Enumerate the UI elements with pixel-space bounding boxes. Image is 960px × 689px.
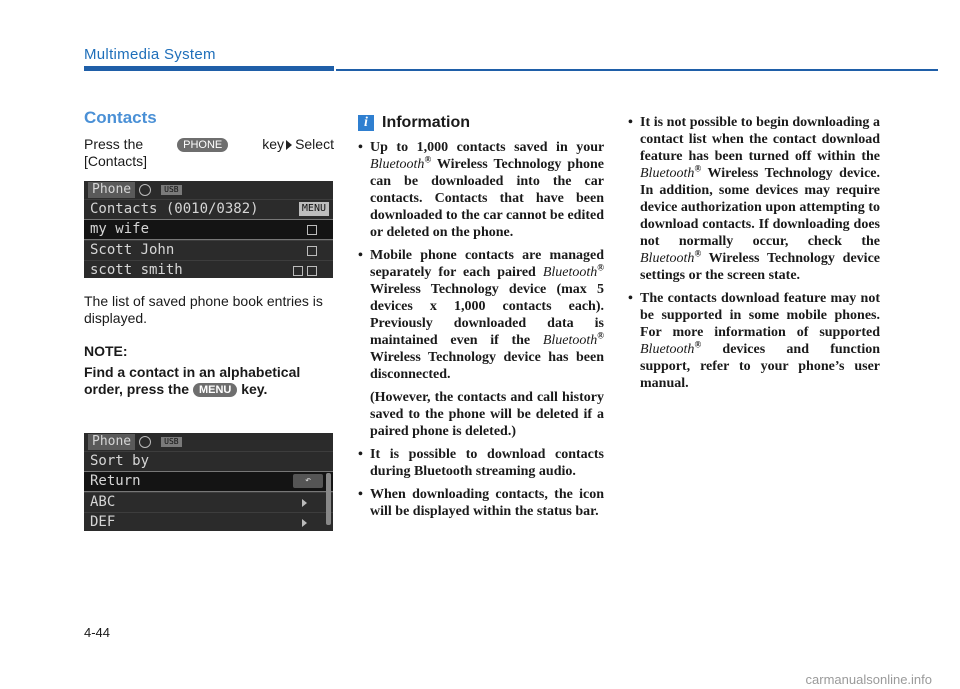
list-item: my wife: [84, 219, 333, 240]
note-text: Find a contact in an alphabetical order, press the MENU key.: [84, 364, 301, 397]
list-description: The list of saved phone book entries is displayed.: [84, 293, 323, 326]
scrollbar: [326, 473, 331, 525]
contacts-heading: Contacts: [84, 108, 157, 127]
note-label: NOTE:: [84, 343, 128, 359]
screen-title: Sort by: [84, 451, 333, 471]
information-column: [358, 114, 604, 526]
list-item: DEF: [84, 512, 333, 531]
info-bullet: • It is possible to download contacts during Bluetooth streaming audio.: [358, 446, 604, 480]
contacts-column: [84, 108, 334, 170]
list-item: Return ↶: [84, 471, 333, 492]
list-item: ABC: [84, 492, 333, 512]
screen-status-bar: [84, 181, 333, 199]
info-bullet: • The contacts download feature may not be supported in some mobile phones. For more information of supported Bluetooth® devices and function support, refer to your phone’s user manual.: [628, 290, 880, 392]
header-rule-thin: [336, 69, 938, 71]
menu-key: MENU: [193, 383, 237, 397]
info-title: Information: [382, 114, 470, 131]
phone-key: PHONE: [177, 138, 228, 152]
contacts-body: [84, 293, 334, 398]
info-subnote: (However, the contacts and call history saved to the phone will be deleted if a paired phone is deleted.): [370, 390, 604, 439]
section-title: Multimedia System: [84, 46, 216, 63]
info-icon: i: [358, 115, 374, 131]
info-bullet: • Up to 1,000 contacts saved in your Bluetooth® Wireless Technology phone can be downloaded into the car contacts. Contacts that have been downloaded to the car cannot be edited or deleted on the phone.: [358, 139, 604, 241]
usb-badge: USB: [161, 185, 181, 195]
bluetooth-icon: [139, 436, 151, 448]
phone-icon: [307, 225, 317, 235]
info-bullet: • Mobile phone contacts are managed separately for each paired Bluetooth® Wireless Technology device (max 5 devices x 1,000 contacts each). Previously downloaded data is maintained even if the Bluetooth® Wireless Technology device has been disconnected. (However, the contacts and call history saved to the phone will be deleted if a paired phone is deleted.): [358, 247, 604, 440]
triangle-right-icon: [286, 140, 292, 150]
info-header: [358, 114, 604, 131]
phone-icon: [293, 266, 303, 276]
usb-badge: USB: [161, 437, 181, 447]
note-block: [84, 343, 334, 398]
header-rule-thick: [84, 66, 334, 71]
information-column-2: [628, 114, 880, 398]
info-bullet: • It is not possible to begin downloading a contact list when the contact download feature has been turned off within the Bluetooth® Wireless Technology device. In addition, some devices may require device authorization upon attempting to download contacts. If downloading does not normally occur, check the Bluetooth® Wireless Technology device settings or the screen state.: [628, 114, 880, 284]
phone-icon: [307, 246, 317, 256]
chevron-right-icon: [302, 499, 307, 507]
mobile-icon: [307, 266, 317, 276]
screen-title: Contacts (0010/0382) MENU: [84, 199, 333, 219]
screen-status-bar: [84, 433, 333, 451]
press-text: Press the: [84, 136, 144, 152]
page-number: 4-44: [84, 625, 111, 640]
watermark: carmanualsonline.info: [805, 672, 932, 687]
select-target: [Contacts]: [84, 153, 148, 169]
chevron-right-icon: [302, 519, 307, 527]
bluetooth-icon: [139, 184, 151, 196]
key-select-text: key Select: [262, 136, 334, 152]
list-item: Scott John: [84, 240, 333, 260]
contacts-screen: [84, 181, 333, 278]
contacts-instruction: [84, 136, 334, 170]
info-bullet: • When downloading contacts, the icon will be displayed within the status bar.: [358, 486, 604, 520]
menu-tag: MENU: [299, 202, 329, 216]
phone-tab: Phone: [88, 182, 135, 198]
phone-tab: Phone: [88, 434, 135, 450]
list-item: scott smith: [84, 260, 333, 278]
return-icon: ↶: [293, 474, 323, 488]
sort-screen: [84, 433, 333, 531]
